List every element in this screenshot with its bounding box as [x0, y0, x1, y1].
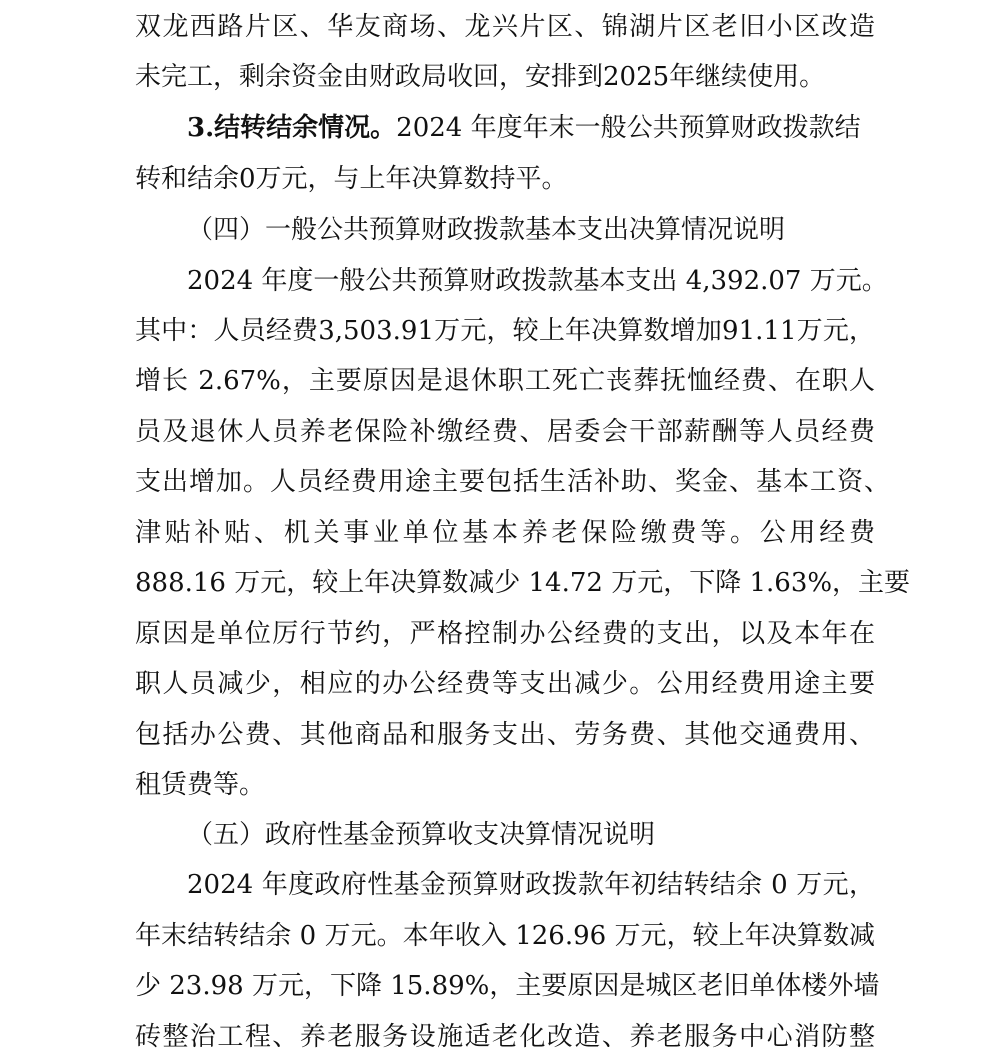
paragraph-line: 少 23.98 万元，下降 15.89%，主要原因是城区老旧单体楼外墙: [135, 971, 880, 1001]
paragraph-line: 转和结余0万元，与上年决算数持平。: [135, 164, 568, 194]
section-heading: （四）一般公共预算财政拨款基本支出决算情况说明: [187, 215, 786, 245]
section-heading: （五）政府性基金预算收支决算情况说明: [187, 820, 656, 850]
paragraph-line: 年末结转结余 0 万元。本年收入 126.96 万元，较上年决算数减: [135, 921, 875, 951]
paragraph-line: 2024 年度政府性基金预算财政拨款年初结转结余 0 万元，: [187, 870, 875, 900]
paragraph-line: 双龙西路片区、华友商场、龙兴片区、锦湖片区老旧小区改造: [135, 12, 875, 42]
paragraph-line: 职人员减少，相应的办公经费等支出减少。公用经费用途主要: [135, 669, 875, 699]
subsection-heading: 3.结转结余情况。: [187, 113, 397, 143]
paragraph-line: 租赁费等。: [135, 770, 266, 800]
paragraph-line: 888.16 万元，较上年决算数减少 14.72 万元，下降 1.63%，主要: [135, 568, 911, 598]
paragraph-line: 2024 年度一般公共预算财政拨款基本支出 4,392.07 万元。: [187, 266, 888, 296]
paragraph-line: 原因是单位厉行节约，严格控制办公经费的支出，以及本年在: [135, 619, 875, 649]
paragraph-line: 增长 2.67%，主要原因是退休职工死亡丧葬抚恤经费、在职人: [135, 366, 875, 396]
paragraph-line: 未完工，剩余资金由财政局收回，安排到2025年继续使用。: [135, 62, 826, 92]
paragraph-line: 支出增加。人员经费用途主要包括生活补助、奖金、基本工资、: [135, 467, 890, 497]
paragraph-line: 砖整治工程、养老服务设施适老化改造、养老服务中心消防整: [135, 1022, 875, 1052]
paragraph-line: 津贴补贴、机关事业单位基本养老保险缴费等。公用经费: [135, 518, 875, 548]
paragraph-text: 2024 年度年末一般公共预算财政拨款结: [396, 113, 861, 143]
paragraph-line: 包括办公费、其他商品和服务支出、劳务费、其他交通费用、: [135, 720, 875, 750]
paragraph-line: 其中：人员经费3,503.91万元，较上年决算数增加91.11万元，: [135, 316, 875, 346]
section-paragraph-first-line: [187, 108, 927, 148]
paragraph-line: 员及退休人员养老保险补缴经费、居委会干部薪酬等人员经费: [135, 417, 875, 447]
